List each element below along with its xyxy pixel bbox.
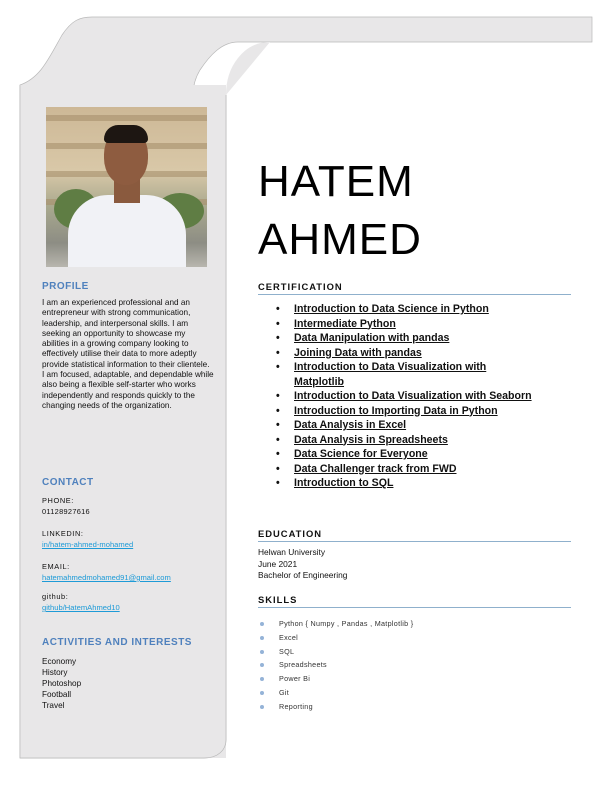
contact-heading: CONTACT (42, 477, 94, 488)
list-item (276, 476, 576, 491)
cert-link[interactable]: Introduction to Importing Data in Python (294, 404, 498, 417)
profile-section (42, 281, 214, 411)
certification-heading: CERTIFICATION (258, 281, 571, 295)
list-item (276, 418, 576, 433)
cert-link[interactable]: Data Analysis in Spreadsheets (294, 433, 448, 446)
contact-section (42, 477, 214, 612)
certification-list (276, 302, 576, 491)
linkedin-link[interactable]: in/hatem-ahmed-mohamed (42, 540, 134, 549)
list-item (276, 404, 576, 419)
education-date: June 2021 (258, 558, 298, 569)
profile-heading: PROFILE (42, 281, 89, 292)
skill-item: Reporting (260, 700, 413, 714)
interests-section (42, 637, 214, 711)
cert-link[interactable]: Introduction to Data Visualization with Matplotlib (294, 361, 487, 388)
list-item (276, 447, 576, 462)
cert-link[interactable]: Data Manipulation with pandas (294, 332, 450, 344)
cert-link[interactable]: Introduction to Data Science in Python (294, 303, 489, 315)
interest-item: Travel (42, 701, 65, 710)
list-item (276, 346, 576, 361)
interest-item: Economy (42, 657, 77, 666)
cert-link[interactable]: Data Challenger track from FWD (294, 462, 457, 475)
interest-item: Football (42, 690, 72, 699)
education-heading: EDUCATION (258, 528, 571, 542)
skill-item: Git (260, 686, 413, 700)
profile-photo (46, 107, 207, 267)
interest-item: Photoshop (42, 679, 82, 688)
first-name: HATEM (258, 157, 414, 206)
cert-link[interactable]: Joining Data with pandas (294, 346, 422, 359)
list-item (276, 389, 576, 404)
last-name: AHMED (258, 215, 422, 264)
list-item (276, 360, 536, 389)
github-link[interactable]: github/HatemAhmed10 (42, 603, 120, 612)
cert-link[interactable]: Data Analysis in Excel (294, 419, 407, 431)
education-degree: Bachelor of Engineering (258, 570, 348, 581)
cert-link[interactable]: Intermediate Python (294, 317, 396, 330)
cert-link[interactable]: Introduction to Data Visualization with Seaborn (294, 390, 532, 402)
profile-text: I am an experienced professional and an entrepreneur with strong communication, leadership, and interpersonal skills. I am seeking an opportunity to showcase my abilities in a growing company looking to effectively utilise their data to more adeptly provide statistical information to their clientele. I am focused, adaptable, and dependable while also being a flexible self-starter who works independently and responds quickly to the changing needs of the organization. (42, 298, 214, 410)
interests-heading: ACTIVITIES AND INTERESTS (42, 637, 192, 648)
skill-item: Spreadsheets (260, 658, 413, 672)
skill-item: Python { Numpy , Pandas , Matplotlib } (260, 617, 413, 631)
linkedin-label: LINKEDIN: (42, 529, 84, 538)
list-item (276, 317, 576, 332)
skills-list (260, 617, 413, 714)
skills-heading: SKILLS (258, 594, 571, 608)
cert-link[interactable]: Data Science for Everyone (294, 448, 428, 460)
phone-label: PHONE: (42, 496, 74, 505)
email-label: EMAIL: (42, 562, 70, 571)
list-item (276, 462, 576, 477)
skill-item: SQL (260, 645, 413, 659)
list-item (276, 302, 576, 317)
skill-item: Power Bi (260, 672, 413, 686)
education-details (258, 547, 347, 582)
list-item (276, 331, 576, 346)
cert-link[interactable]: Introduction to SQL (294, 477, 394, 489)
education-school: Helwan University (258, 547, 326, 557)
skill-item: Excel (260, 631, 413, 645)
list-item (276, 433, 576, 448)
phone-value: 01128927616 (42, 507, 90, 516)
github-label: github: (42, 592, 69, 601)
interest-item: History (42, 668, 68, 677)
email-link[interactable]: hatemahmedmohamed91@gmail.com (42, 573, 171, 582)
